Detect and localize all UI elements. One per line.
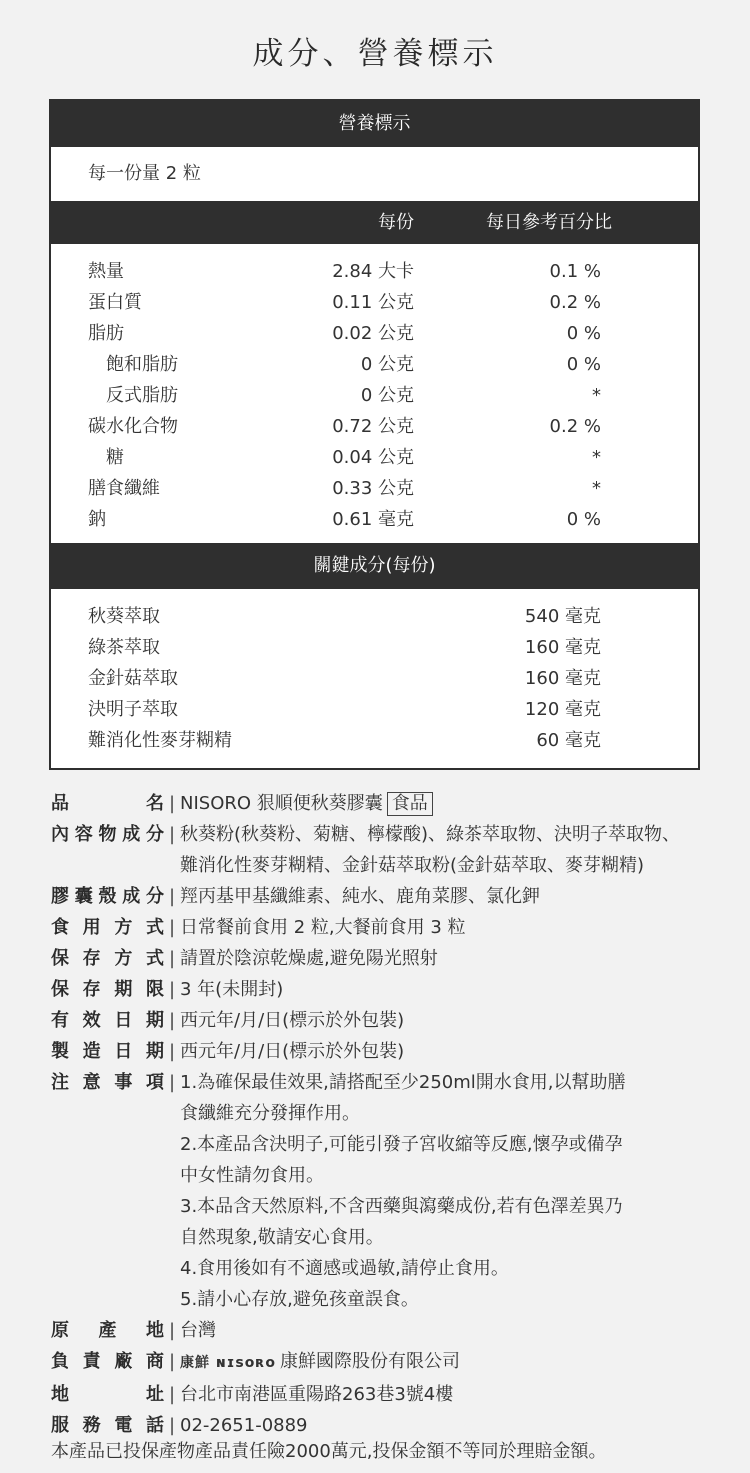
separator: |	[168, 917, 176, 938]
key-ingredients-title: 關鍵成分(每份)	[51, 543, 698, 589]
info-label: 膠囊殼成分	[51, 886, 164, 907]
nutrient-pct: 0.2 %	[549, 292, 601, 313]
info-row-mfg-date	[51, 1036, 711, 1067]
ingredient-amount: 60 毫克	[536, 730, 601, 751]
info-value: 3 年(未開封)	[180, 979, 284, 1000]
separator: |	[168, 1415, 176, 1436]
nutrient-pct: *	[592, 447, 601, 468]
note-line: 4.食用後如有不適感或過敏,請停止食用。	[180, 1258, 509, 1279]
ingredient-amount: 540 毫克	[524, 606, 601, 627]
nutrient-pct: 0 %	[566, 509, 601, 530]
separator: |	[168, 1351, 176, 1372]
product-name: NISORO 狠順便秋葵膠囊	[180, 793, 383, 814]
nutrient-name: 熱量	[88, 261, 124, 282]
info-value: 羥丙基甲基纖維素、純水、鹿角菜膠、氯化鉀	[180, 886, 540, 907]
info-label: 食用方式	[51, 917, 164, 938]
info-label: 服務電話	[51, 1415, 164, 1436]
col-daily-pct: 每日參考百分比	[486, 212, 612, 233]
separator: |	[168, 886, 176, 907]
nutrition-table-title: 營養標示	[51, 101, 698, 147]
brand-logo: 康鮮 ɴɪsoʀo	[180, 1355, 276, 1371]
info-row-storage	[51, 943, 711, 974]
table-row	[51, 380, 698, 411]
info-label: 製造日期	[51, 1041, 164, 1062]
ingredient-name: 難消化性麥芽糊精	[88, 730, 232, 751]
nutrient-amount: 0.61 毫克	[332, 509, 414, 530]
ingredient-amount: 160 毫克	[524, 668, 601, 689]
note-line: 3.本品含天然原料,不含西藥與瀉藥成份,若有色澤差異乃	[180, 1196, 623, 1217]
nutrient-name: 飽和脂肪	[106, 354, 178, 375]
table-row	[51, 318, 698, 349]
table-row	[51, 663, 698, 694]
nutrient-amount: 0.11 公克	[332, 292, 414, 313]
ingredient-amount: 120 毫克	[524, 699, 601, 720]
maker-name: 康鮮國際股份有限公司	[279, 1351, 460, 1372]
ingredient-name: 決明子萃取	[88, 699, 178, 720]
nutrient-rows	[51, 256, 698, 535]
info-value: 台北市南港區重陽路263巷3號4樓	[180, 1384, 454, 1405]
nutrient-pct: 0 %	[566, 354, 601, 375]
info-row-shelf-life	[51, 974, 711, 1005]
table-header	[51, 201, 698, 244]
nutrient-pct: 0.1 %	[549, 261, 601, 282]
food-tag: 食品	[387, 792, 433, 816]
product-info	[51, 788, 711, 1441]
nutrient-pct: 0.2 %	[549, 416, 601, 437]
table-row	[51, 694, 698, 725]
table-row	[51, 601, 698, 632]
table-row	[51, 256, 698, 287]
table-row	[51, 632, 698, 663]
separator: |	[168, 1384, 176, 1405]
nutrient-pct: *	[592, 385, 601, 406]
info-value: 西元年/月/日(標示於外包裝)	[180, 1041, 405, 1062]
col-per-serving: 每份	[378, 212, 414, 233]
info-value	[180, 1346, 711, 1379]
info-label: 保存方式	[51, 948, 164, 969]
insurance-note: 本產品已投保產物產品責任險2000萬元,投保金額不等同於理賠金額。	[51, 1441, 607, 1462]
info-row-expiry	[51, 1005, 711, 1036]
nutrient-name: 碳水化合物	[88, 416, 178, 437]
separator: |	[168, 1010, 176, 1031]
info-value: 台灣	[180, 1320, 216, 1341]
info-value	[180, 788, 711, 819]
ingredient-name: 金針菇萃取	[88, 668, 178, 689]
note-line: 食纖維充分發揮作用。	[180, 1103, 360, 1124]
ingredient-amount: 160 毫克	[524, 637, 601, 658]
nutrient-amount: 0.33 公克	[332, 478, 414, 499]
nutrient-name: 反式脂肪	[106, 385, 178, 406]
contents-line: 難消化性麥芽糊精、金針菇萃取粉(金針菇萃取、麥芽糊精)	[180, 855, 645, 876]
note-line: 中女性請勿食用。	[180, 1165, 324, 1186]
info-row-origin	[51, 1315, 711, 1346]
table-row	[51, 287, 698, 318]
nutrient-name: 膳食纖維	[88, 478, 160, 499]
separator: |	[168, 1041, 176, 1062]
info-value: 日常餐前食用 2 粒,大餐前食用 3 粒	[180, 917, 466, 938]
nutrient-amount: 0 公克	[360, 354, 414, 375]
nutrient-name: 糖	[106, 447, 124, 468]
note-line: 5.請小心存放,避免孩童誤食。	[180, 1289, 419, 1310]
info-row-maker	[51, 1346, 711, 1379]
info-value: 請置於陰涼乾燥處,避免陽光照射	[180, 948, 438, 969]
info-row-capsule	[51, 881, 711, 912]
info-value	[180, 1067, 711, 1315]
info-label: 地址	[51, 1384, 164, 1405]
key-ingredient-rows	[51, 601, 698, 756]
info-row-usage	[51, 912, 711, 943]
ingredient-name: 綠茶萃取	[88, 637, 160, 658]
info-row-name	[51, 788, 711, 819]
info-row-contents	[51, 819, 711, 881]
table-row	[51, 504, 698, 535]
info-value: 02-2651-0889	[180, 1415, 308, 1436]
info-row-notes	[51, 1067, 711, 1315]
nutrient-pct: *	[592, 478, 601, 499]
info-value	[180, 819, 711, 881]
table-row	[51, 442, 698, 473]
ingredient-name: 秋葵萃取	[88, 606, 160, 627]
separator: |	[168, 793, 176, 814]
nutrition-table	[49, 99, 700, 770]
nutrient-pct: 0 %	[566, 323, 601, 344]
info-label: 負責廠商	[51, 1351, 164, 1372]
info-label: 內容物成分	[51, 824, 164, 845]
separator: |	[168, 1072, 176, 1093]
separator: |	[168, 824, 176, 845]
note-line: 自然現象,敬請安心食用。	[180, 1227, 384, 1248]
info-label: 品名	[51, 793, 164, 814]
nutrient-amount: 0.72 公克	[332, 416, 414, 437]
nutrient-amount: 0.02 公克	[332, 323, 414, 344]
info-label: 有效日期	[51, 1010, 164, 1031]
nutrient-amount: 0.04 公克	[332, 447, 414, 468]
nutrient-amount: 2.84 大卡	[332, 261, 414, 282]
info-label: 保存期限	[51, 979, 164, 1000]
info-row-address	[51, 1379, 711, 1410]
info-label: 原產地	[51, 1320, 164, 1341]
separator: |	[168, 948, 176, 969]
info-label: 注意事項	[51, 1072, 164, 1093]
nutrient-name: 蛋白質	[88, 292, 142, 313]
serving-size: 每一份量 2 粒	[88, 163, 201, 184]
separator: |	[168, 979, 176, 1000]
note-line: 2.本產品含決明子,可能引發子宮收縮等反應,懷孕或備孕	[180, 1134, 623, 1155]
table-row	[51, 349, 698, 380]
table-row	[51, 725, 698, 756]
separator: |	[168, 1320, 176, 1341]
table-row	[51, 473, 698, 504]
nutrient-name: 鈉	[88, 509, 106, 530]
table-row	[51, 411, 698, 442]
nutrient-amount: 0 公克	[360, 385, 414, 406]
info-value: 西元年/月/日(標示於外包裝)	[180, 1010, 405, 1031]
contents-line: 秋葵粉(秋葵粉、菊糖、檸檬酸)、綠茶萃取物、決明子萃取物、	[180, 824, 681, 845]
page-title: 成分、營養標示	[252, 36, 498, 72]
note-line: 1.為確保最佳效果,請搭配至少250ml開水食用,以幫助膳	[180, 1072, 626, 1093]
nutrient-name: 脂肪	[88, 323, 124, 344]
